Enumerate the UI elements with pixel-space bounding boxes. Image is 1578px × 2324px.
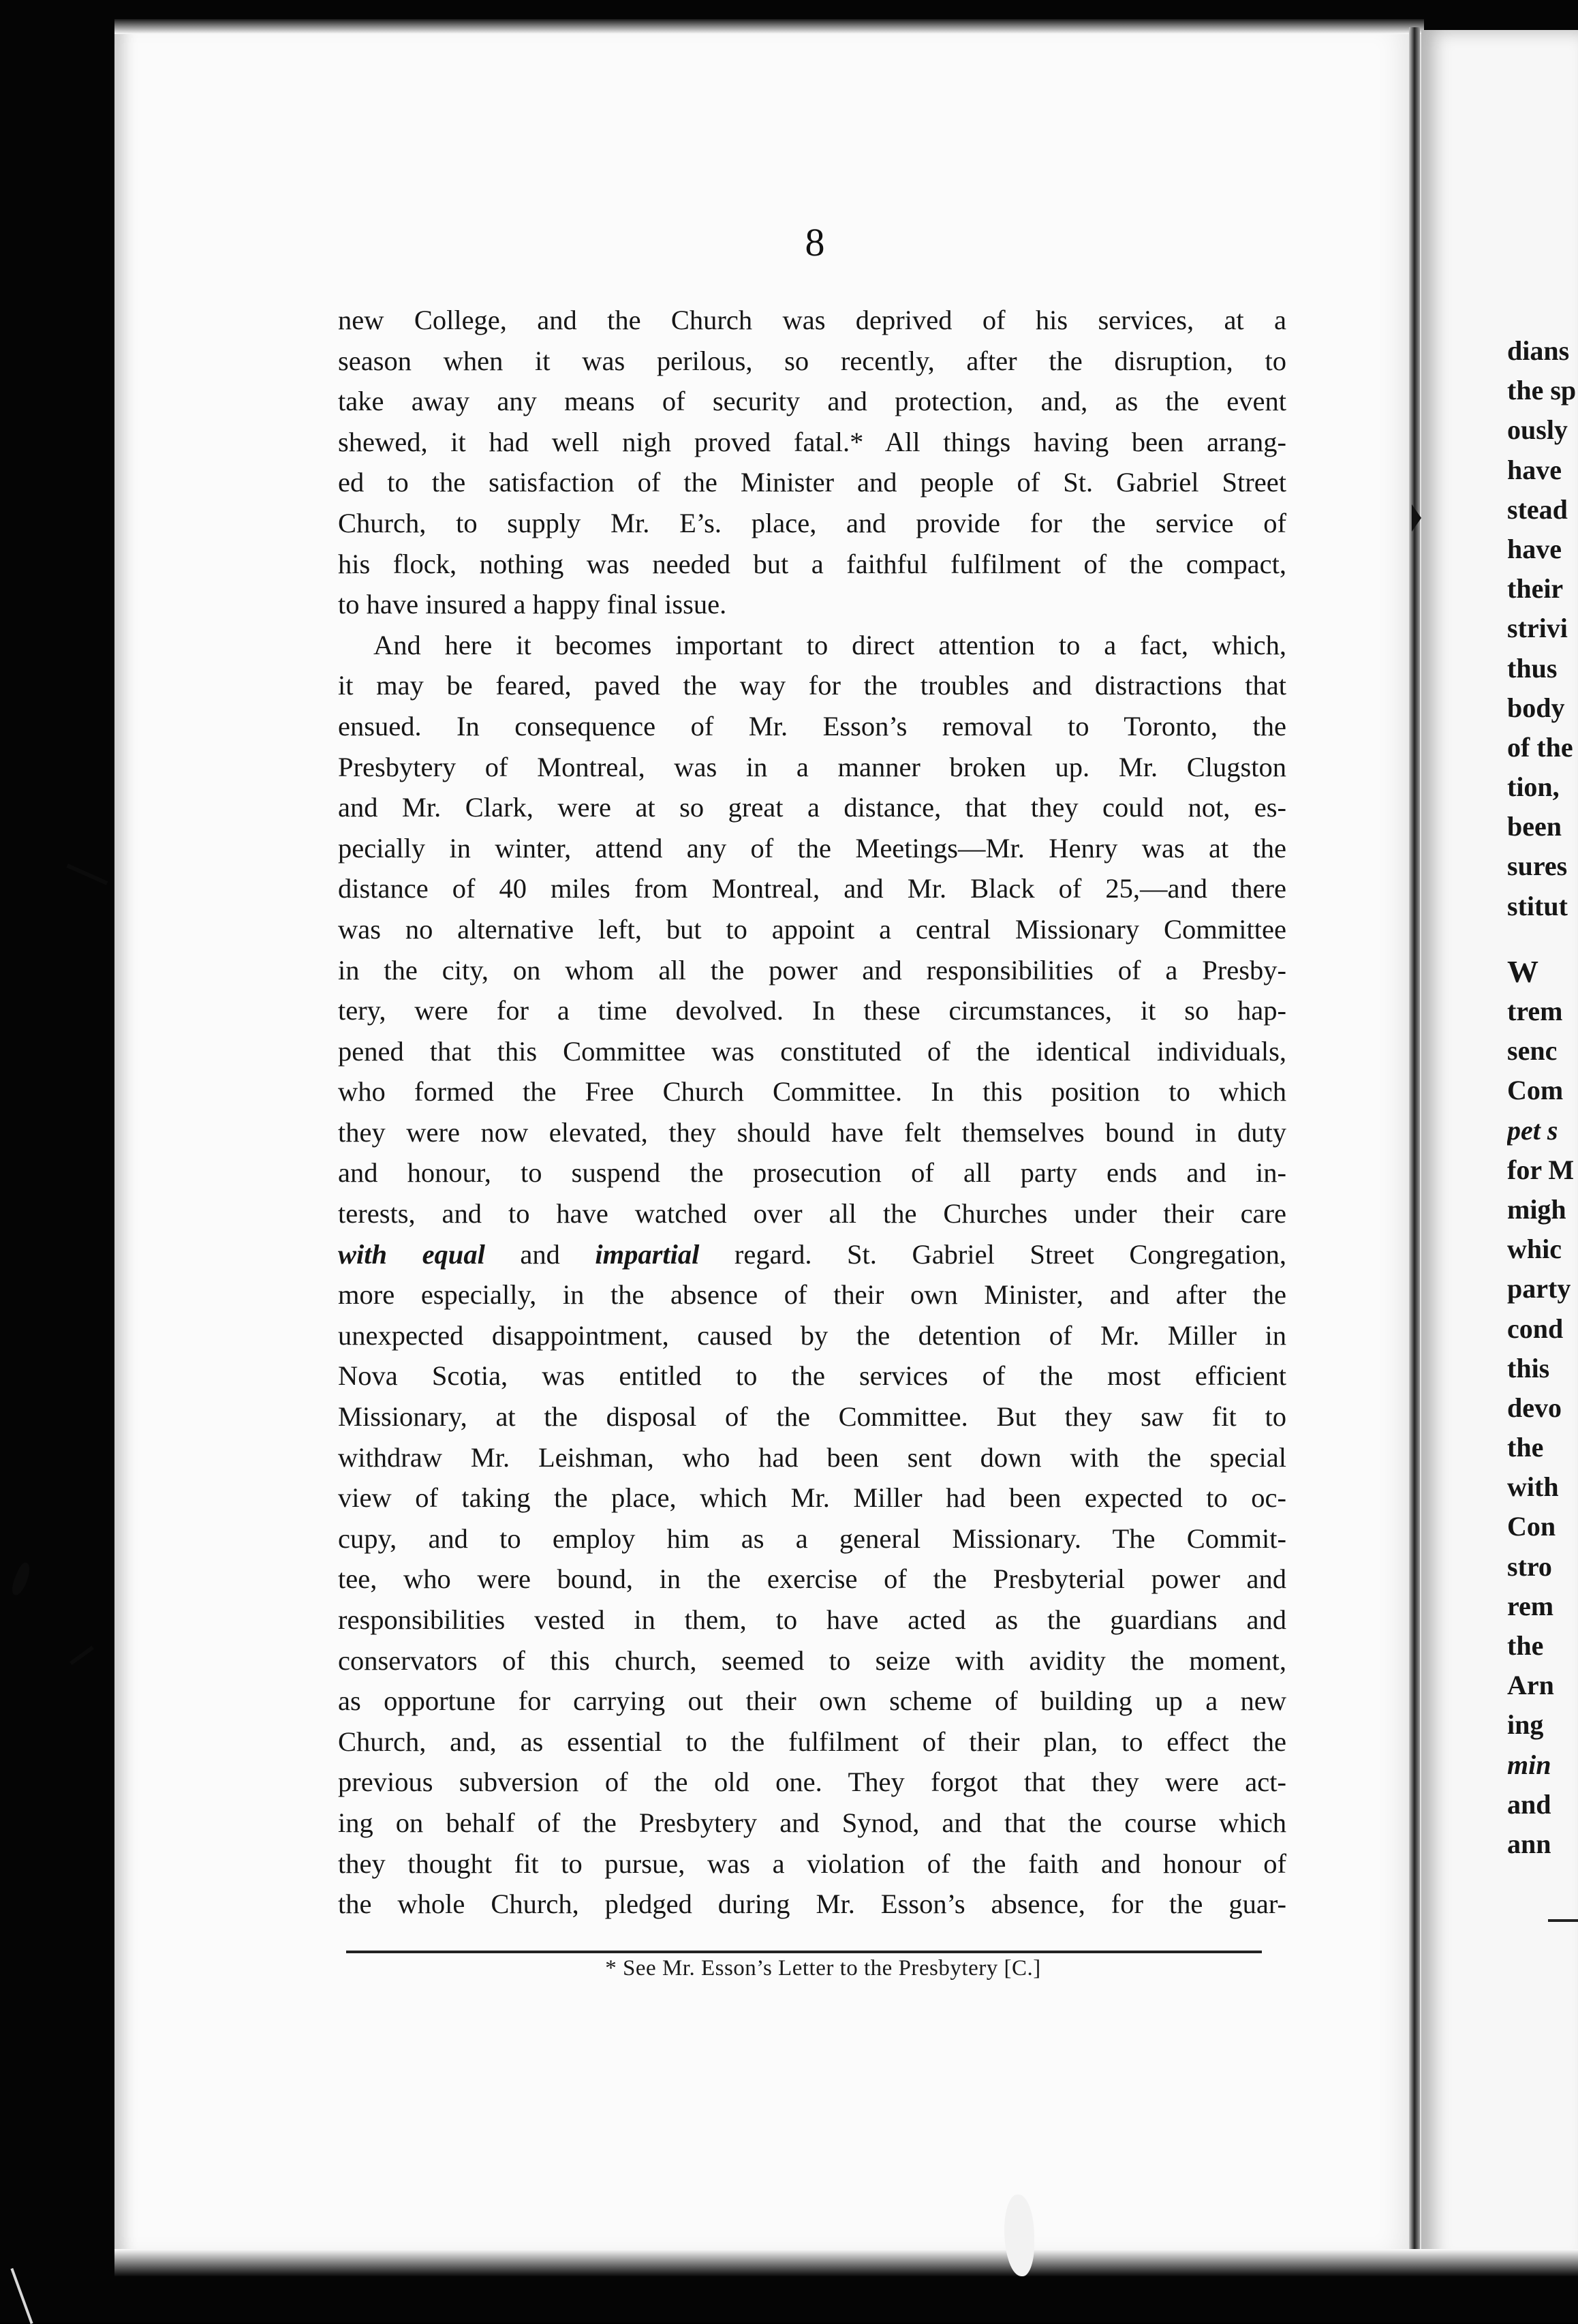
text-line: view of taking the place, which Mr. Miller had been expected to oc-: [338, 1482, 1286, 1514]
text-line: ensued. In consequence of Mr. Esson’s removal to Toronto, the: [338, 710, 1286, 741]
text-line: his flock, nothing was needed but a faithful fulfilment of the compact,: [338, 548, 1286, 579]
text-line: who formed the Free Church Committee. In this position to which: [338, 1076, 1286, 1107]
text-line: cupy, and to employ him as a general Missionary. The Commit-: [338, 1523, 1286, 1554]
text-line: ing on behalf of the Presbytery and Synod, and that the course which: [338, 1807, 1286, 1838]
facing-text-line: ing: [1507, 1709, 1544, 1741]
text-line: take away any means of security and protection, and, as the event: [338, 386, 1286, 417]
facing-text-line: strivi: [1507, 613, 1568, 644]
text-line: ed to the satisfaction of the Minister and people of St. Gabriel Street: [338, 467, 1286, 498]
facing-text-line: have: [1507, 533, 1562, 564]
body-text: [338, 300, 1286, 1925]
text-line: tery, were for a time devolved. In these circumstances, it so hap-: [338, 995, 1286, 1026]
text-line: was no alternative left, but to appoint a central Missionary Committee: [338, 913, 1286, 945]
facing-text-line: of the: [1507, 731, 1573, 763]
facing-text-line: trem: [1507, 996, 1563, 1026]
facing-text-line: party: [1507, 1273, 1571, 1304]
text-line: shewed, it had well nigh proved fatal.* All things having been arrang-: [338, 426, 1286, 457]
text-line: conservators of this church, seemed to seize with avidity the moment,: [338, 1645, 1286, 1676]
text-line: to have insured a happy final issue.: [338, 589, 727, 620]
facing-text-line: body: [1507, 692, 1565, 723]
text-line: distance of 40 miles from Montreal, and Mr. Black of 25,—and there: [338, 873, 1286, 904]
facing-text-line: dians: [1507, 335, 1570, 366]
text-segment: and: [484, 1238, 595, 1270]
facing-text-line: [1507, 1745, 1578, 1785]
facing-text-line: ously: [1507, 414, 1568, 446]
facing-text-line: with: [1507, 1471, 1559, 1503]
emphasis-text: impartial: [595, 1238, 700, 1270]
facing-text-line: for M: [1507, 1154, 1575, 1185]
text-line: in the city, on whom all the power and responsibilities of a Presby-: [338, 954, 1286, 985]
text-line: responsibilities vested in them, to have acted as the guardians and: [338, 1604, 1286, 1635]
text-line: Church, and, as essential to the fulfilment of their plan, to effect the: [338, 1726, 1286, 1757]
facing-page-rule: [1548, 1919, 1578, 1922]
page-number: [0, 219, 1578, 265]
facing-page-text: [1507, 331, 1578, 1864]
facing-text-line: senc: [1507, 1035, 1558, 1067]
text-segment: regard. St. Gabriel Street Congregation,: [699, 1238, 1286, 1270]
emphasis-text: pet s: [1507, 1114, 1558, 1146]
gutter-notch: [1412, 504, 1421, 532]
page-gutter: [1409, 27, 1420, 2276]
text-line: [338, 1234, 1286, 1275]
facing-text-line: tion,: [1507, 771, 1560, 803]
page-top-edge: [114, 19, 1424, 34]
text-line: the whole Church, pledged during Mr. Esson’s absence, for the guar-: [338, 1889, 1286, 1920]
emphasis-text: min: [1507, 1749, 1551, 1780]
text-line: Presbytery of Montreal, was in a manner broken up. Mr. Clugston: [338, 751, 1286, 782]
text-line: they were now elevated, they should have felt themselves bound in duty: [338, 1116, 1286, 1148]
facing-text-line: the: [1507, 1432, 1544, 1463]
text-line: pecially in winter, attend any of the Meetings—Mr. Henry was at the: [338, 832, 1286, 863]
text-line: previous subversion of the old one. They forgot that they were act-: [338, 1767, 1286, 1798]
text-line: Missionary, at the disposal of the Committee. But they saw fit to: [338, 1401, 1286, 1433]
facing-text-line: stitut: [1507, 890, 1568, 921]
facing-text-line: [1507, 1111, 1578, 1150]
facing-text-line: Con: [1507, 1511, 1556, 1542]
facing-text-line: their: [1507, 573, 1564, 605]
text-line: and Mr. Clark, were at so great a distance, that they could not, es-: [338, 792, 1286, 823]
facing-text-line: devo: [1507, 1392, 1562, 1423]
facing-text-line: cond: [1507, 1313, 1564, 1344]
text-line: pened that this Committee was constituted of the identical individuals,: [338, 1035, 1286, 1067]
text-line: new College, and the Church was deprived of his services, at a: [338, 305, 1286, 335]
facing-text-line: the sp: [1507, 375, 1577, 406]
facing-text-line: this: [1507, 1352, 1550, 1383]
facing-text-line: thus: [1507, 652, 1558, 684]
text-line: season when it was perilous, so recently, after the disruption, to: [338, 345, 1286, 376]
page-bottom-edge: [114, 2249, 1578, 2276]
facing-text-line: ann: [1507, 1828, 1551, 1859]
facing-text-line: Arn: [1507, 1670, 1554, 1701]
facing-text-line: stro: [1507, 1550, 1552, 1582]
text-line: as opportune for carrying out their own scheme of building up a new: [338, 1685, 1286, 1717]
footnote-rule: [346, 1951, 1262, 1953]
emphasis-text: with equal: [338, 1238, 485, 1270]
facing-text-line: rem: [1507, 1590, 1554, 1621]
text-line: Nova Scotia, was entitled to the services of the most efficient: [338, 1360, 1286, 1392]
text-line: unexpected disappointment, caused by the detention of Mr. Miller in: [338, 1319, 1286, 1351]
text-line: And here it becomes important to direct attention to a fact, which,: [373, 629, 1286, 660]
facing-text-line: W: [1507, 953, 1538, 989]
text-line: terests, and to have watched over all the Churches under their care: [338, 1198, 1286, 1229]
footnote: [0, 1956, 1578, 1981]
facing-text-line: Com: [1507, 1075, 1564, 1106]
text-line: tee, who were bound, in the exercise of the Presbyterial power and: [338, 1563, 1286, 1595]
facing-text-line: whic: [1507, 1234, 1562, 1265]
facing-text-line: sures: [1507, 851, 1568, 882]
text-line: and honour, to suspend the prosecution of all party ends and in-: [338, 1157, 1286, 1189]
footnote-text: * See Mr. Esson’s Letter to the Presbytery [C.]: [605, 1956, 1041, 1981]
text-line: withdraw Mr. Leishman, who had been sent down with the special: [338, 1441, 1286, 1473]
text-line: Church, to supply Mr. E’s. place, and provide for the service of: [338, 507, 1286, 538]
text-line: more especially, in the absence of their own Minister, and after the: [338, 1279, 1286, 1311]
text-line: it may be feared, paved the way for the troubles and distractions that: [338, 670, 1286, 701]
facing-text-line: migh: [1507, 1193, 1566, 1225]
facing-text-line: and: [1507, 1788, 1551, 1820]
facing-text-line: been: [1507, 811, 1562, 842]
text-line: they thought fit to pursue, was a violation of the faith and honour of: [338, 1848, 1286, 1879]
facing-text-line: stead: [1507, 493, 1568, 525]
page-number-text: 8: [805, 220, 825, 264]
facing-text-line: the: [1507, 1630, 1544, 1661]
facing-text-line: have: [1507, 454, 1562, 485]
